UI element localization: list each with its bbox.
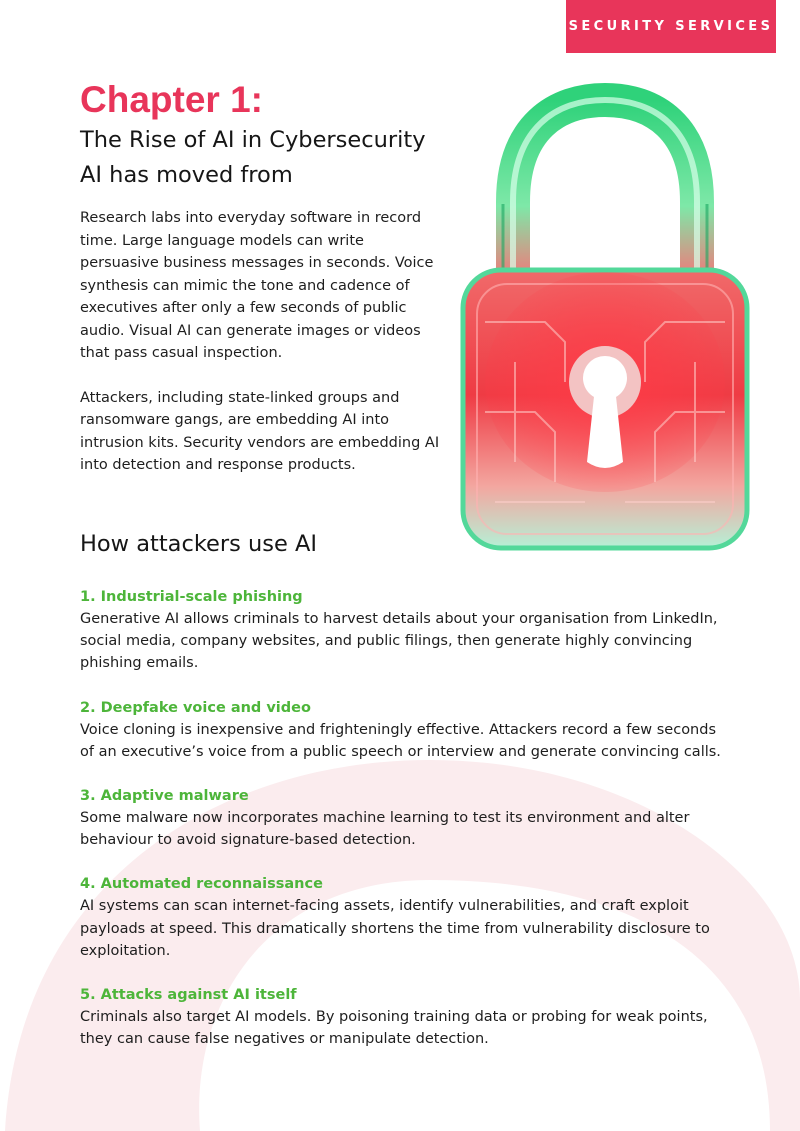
subtitle-line-1: The Rise of AI in Cybersecurity xyxy=(80,127,426,153)
security-services-badge: SECURITY SERVICES xyxy=(566,0,776,53)
item-text: Generative AI allows criminals to harvest details about your organisation from LinkedIn, social media, company websites, and public filings, then generate highly convincing phishing emails. xyxy=(80,611,718,672)
chapter-label: Chapter 1: xyxy=(80,79,263,120)
list-item xyxy=(80,785,730,851)
item-title: 1. Industrial-scale phishing xyxy=(80,589,303,605)
list-item xyxy=(80,984,730,1050)
section-title: How attackers use AI xyxy=(80,531,318,557)
item-title: 4. Automated reconnaissance xyxy=(80,876,323,893)
intro-paragraph-1: Research labs into everyday software in record time. Large language models can write persuasive business messages in seconds. Voice synthesis can mimic the tone and cadence of executives after only a few seconds of public audio. Visual AI can generate images or videos that pass casual inspection. xyxy=(80,210,434,361)
item-text: AI systems can scan internet-facing assets, identify vulnerabilities, and craft exploit payloads at speed. This dramatically shortens the time from vulnerability disclosure to exploitation. xyxy=(80,898,710,959)
list-item xyxy=(80,873,730,962)
subtitle-line-2: AI has moved from xyxy=(80,162,293,188)
item-text: Some malware now incorporates machine learning to test its environment and alter behaviour to avoid signature-based detection. xyxy=(80,810,690,849)
list-item xyxy=(80,697,730,763)
item-text: Voice cloning is inexpensive and frighteningly effective. Attackers record a few seconds of an executive’s voice from a public speech or interview and generate convincing calls. xyxy=(80,721,721,760)
item-text: Criminals also target AI models. By poisoning training data or probing for weak points, they can cause false negatives or manipulate detection. xyxy=(80,1009,708,1048)
attack-list xyxy=(80,586,730,1072)
list-item xyxy=(80,586,730,675)
intro-paragraph-2: Attackers, including state-linked groups and ransomware gangs, are embedding AI into intrusion kits. Security vendors are embedding AI into detection and response products. xyxy=(80,389,440,473)
chapter-subtitle xyxy=(80,123,426,193)
item-title: 2. Deepfake voice and video xyxy=(80,699,311,716)
intro-text xyxy=(80,207,440,499)
item-title: 5. Attacks against AI itself xyxy=(80,987,297,1004)
padlock-icon xyxy=(455,82,755,552)
item-title: 3. Adaptive malware xyxy=(80,788,249,805)
